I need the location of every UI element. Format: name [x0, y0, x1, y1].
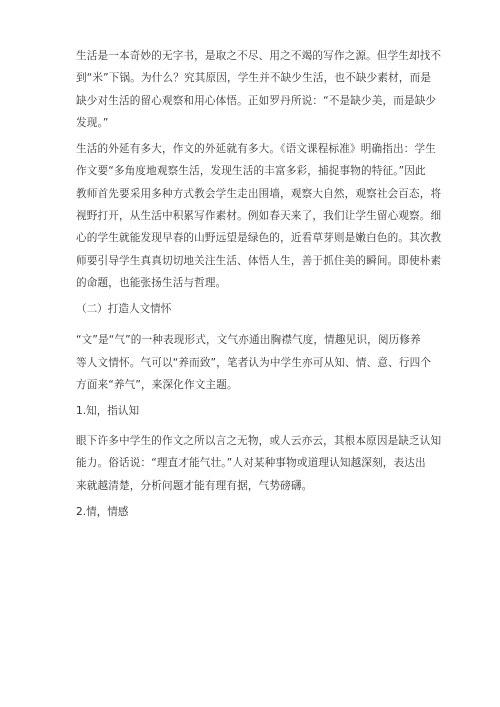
text-line: “文”是“气”的一种表现形式，文气亦通出胸襟气度，情趣见识，阅历修养	[76, 334, 421, 347]
text-line: 到“米”下锅。为什么？究其原因，学生并不缺少生活，也不缺少素材，而是	[76, 72, 432, 85]
document-body	[76, 45, 442, 531]
text-line: 师要引导学生真真切切地关注生活、体悟人生，善于抓住美的瞬间。即使朴素	[76, 254, 442, 267]
text-line: 发现。”	[76, 116, 109, 129]
text-line: 作文要“多角度地观察生活，发现生活的丰富多彩，捕捉事物的特征。”因此	[76, 165, 426, 178]
text-line: 眼下许多中学生的作文之所以言之无物，或人云亦云，其根本原因是缺乏认知	[76, 435, 442, 448]
text-line: 方面来“养气”，来深化作文主题。	[76, 378, 238, 391]
text-line: 教师首先要采用多种方式教会学生走出围墙，观察大自然，观察社会百态，将	[76, 187, 442, 200]
text-line: 能力。俗话说：“理直才能气壮。”人对某种事物或道理认知越深刻，表达出	[76, 457, 426, 470]
paragraph-cognition	[76, 430, 442, 497]
text-line: 心的学生就能发现早春的山野远望是绿色的，近看草芽则是嫩白色的。其次教	[76, 232, 442, 245]
text-line: 的命题，也能张扬生活与哲理。	[76, 276, 227, 289]
text-line: 生活是一本奇妙的无字书，是取之不尽、用之不竭的写作之源。但学生却找不	[76, 50, 442, 62]
text-line: 缺少对生活的留心观察和用心体悟。正如罗丹所说：“不是缺少美，而是缺少	[76, 94, 437, 107]
text-line: 等人文情怀。气可以“养而致”，笔者认为中学生亦可从知、情、意、行四个	[76, 356, 432, 369]
subsection-heading-emotion: 2.情，情感	[76, 506, 129, 519]
subsection-heading-cognition: 1.知，指认知	[76, 405, 140, 418]
text-line: 视野打开，从生活中积累写作素材。例如春天来了，我们让学生留心观察。细	[76, 210, 442, 223]
text-line: 来就越清楚，分析问题才能有理有据，气势磅礴。	[76, 479, 313, 492]
paragraph-life-extension	[76, 138, 442, 294]
section-heading: （二）打造人文情怀	[76, 303, 172, 316]
text-line: 生活的外延有多大，作文的外延就有多大。《语文课程标准》明确指出：学生	[76, 143, 436, 156]
paragraph-humanistic	[76, 329, 432, 396]
paragraph-life-source	[76, 45, 442, 134]
